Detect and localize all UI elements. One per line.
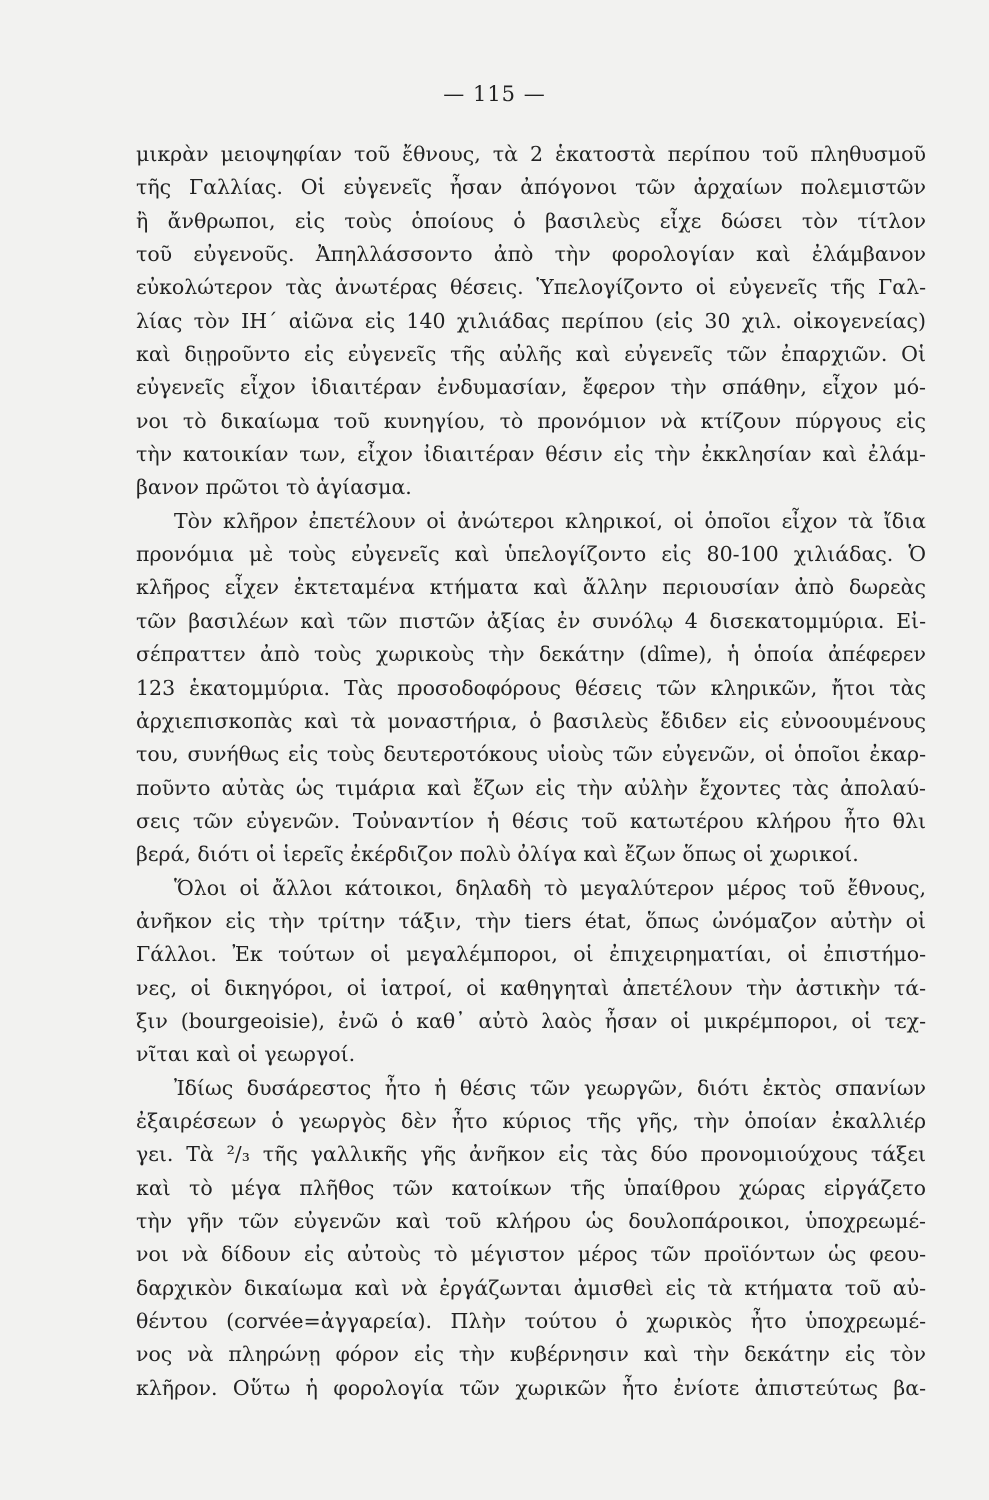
text-line: Γάλλοι. Ἐκ τούτων οἱ μεγαλέμποροι, οἱ ἐπιχειρηματίαι, οἱ ἐπιστήμο- [136, 942, 926, 967]
text-line: ξιν (bourgeoisie), ἐνῶ ὁ καθ᾽ αὐτὸ λαὸς ἦσαν οἱ μικρέμποροι, οἱ τεχ- [136, 1008, 926, 1033]
page-number: — 115 — [443, 82, 546, 106]
text-line: ἀνῆκον εἰς τὴν τρίτην τάξιν, τὴν tiers état, ὅπως ὠνόμαζον αὐτὴν οἱ [136, 908, 926, 933]
text-line: τὴν γῆν τῶν εὐγενῶν καὶ τοῦ κλήρου ὡς δουλοπάροικοι, ὑποχρεωμέ- [136, 1209, 926, 1233]
text-line: τῶν βασιλέων καὶ τῶν πιστῶν ἀξίας ἐν συνόλῳ 4 δισεκατομμύρια. Εἰ- [136, 608, 926, 633]
text-line: νες, οἱ δικηγόροι, οἱ ἰατροί, οἱ καθηγηταὶ ἀπετέλουν τὴν ἀστικὴν τά- [136, 975, 926, 1000]
text-line: ποῦντο αὐτὰς ὡς τιμάρια καὶ ἔζων εἰς τὴν αὐλὴν ἔχοντες τὰς ἀπολαύ- [136, 775, 926, 800]
text-line: κλῆρος εἶχεν ἐκτεταμένα κτήματα καὶ ἄλλην περιουσίαν ἀπὸ δωρεὰς [136, 575, 926, 600]
text-line: Ὅλοι οἱ ἄλλοι κάτοικοι, δηλαδὴ τὸ μεγαλύτερον μέρος τοῦ ἔθνους, [174, 875, 926, 900]
text-line: τὴν κατοικίαν των, εἶχον ἰδιαιτέραν θέσιν εἰς τὴν ἐκκλησίαν καὶ ἐλάμ- [136, 442, 926, 467]
text-line: γει. Τὰ ²/₃ τῆς γαλλικῆς γῆς ἀνῆκον εἰς τὰς δύο προνομιούχους τάξει [136, 1142, 926, 1167]
text-line: βερά, διότι οἱ ἱερεῖς ἐκέρδιζον πολὺ ὀλίγα καὶ ἔζων ὅπως οἱ χωρικοί. [136, 842, 859, 867]
text-line: μικρὰν μειοψηφίαν τοῦ ἔθνους, τὰ 2 ἑκατοστὰ περίπου τοῦ πληθυσμοῦ [136, 142, 926, 166]
text-line: τοῦ εὐγενοῦς. Ἀπηλλάσσοντο ἀπὸ τὴν φορολογίαν καὶ ἐλάμβανον [136, 242, 926, 267]
text-line: τῆς Γαλλίας. Οἱ εὐγενεῖς ἦσαν ἀπόγονοι τῶν ἀρχαίων πολεμιστῶν [136, 175, 926, 200]
text-line: νοι τὸ δικαίωμα τοῦ κυνηγίου, τὸ προνόμιον νὰ κτίζουν πύργους εἰς [136, 408, 926, 433]
body-text [136, 138, 926, 1405]
text-line: του, συνήθως εἰς τοὺς δευτεροτόκους υἱοὺς τῶν εὐγενῶν, οἱ ὁποῖοι ἐκαρ- [136, 742, 926, 767]
text-line: λίας τὸν ΙΗ΄ αἰῶνα εἰς 140 χιλιάδας περίπου (εἰς 30 χιλ. οἰκογενείας) [136, 308, 926, 333]
text-line: νος νὰ πληρώνῃ φόρον εἰς τὴν κυβέρνησιν καὶ τὴν δεκάτην εἰς τὸν [136, 1342, 926, 1367]
text-line: προνόμια μὲ τοὺς εὐγενεῖς καὶ ὑπελογίζοντο εἰς 80-100 χιλιάδας. Ὁ [136, 542, 926, 567]
text-line: βανον πρῶτοι τὸ ἁγίασμα. [136, 475, 412, 500]
text-line: καὶ τὸ μέγα πλῆθος τῶν κατοίκων τῆς ὑπαίθρου χώρας εἰργάζετο [136, 1175, 926, 1200]
text-line: ἢ ἄνθρωποι, εἰς τοὺς ὁποίους ὁ βασιλεὺς εἶχε δώσει τὸν τίτλον [136, 208, 926, 233]
text-line: θέντου (corvée=ἀγγαρεία). Πλὴν τούτου ὁ χωρικὸς ἦτο ὑποχρεωμέ- [136, 1309, 926, 1334]
text-line: σέπραττεν ἀπὸ τοὺς χωρικοὺς τὴν δεκάτην (dîme), ἡ ὁποία ἀπέφερεν [136, 642, 926, 667]
text-line: ἐξαιρέσεων ὁ γεωργὸς δὲν ἦτο κύριος τῆς γῆς, τὴν ὁποίαν ἐκαλλιέρ [136, 1108, 926, 1133]
text-line: νοι νὰ δίδουν εἰς αὐτοὺς τὸ μέγιστον μέρος τῶν προϊόντων ὡς φεου- [136, 1242, 926, 1267]
text-line: εὐκολώτερον τὰς ἀνωτέρας θέσεις. Ὑπελογίζοντο οἱ εὐγενεῖς τῆς Γαλ- [136, 275, 926, 300]
text-line: καὶ διῃροῦντο εἰς εὐγενεῖς τῆς αὐλῆς καὶ εὐγενεῖς τῶν ἐπαρχιῶν. Οἱ [136, 342, 926, 367]
text-line: σεις τῶν εὐγενῶν. Τοὐναντίον ἡ θέσις τοῦ κατωτέρου κλήρου ἦτο θλι [136, 808, 926, 833]
text-line: 123 ἑκατομμύρια. Τὰς προσοδοφόρους θέσεις τῶν κληρικῶν, ἤτοι τὰς [136, 675, 926, 700]
text-line: εὐγενεῖς εἶχον ἰδιαιτέραν ἐνδυμασίαν, ἔφερον τὴν σπάθην, εἶχον μό- [136, 375, 926, 400]
text-line: νῖται καὶ οἱ γεωργοί. [136, 1042, 356, 1067]
text-line: κλῆρον. Οὕτω ἡ φορολογία τῶν χωρικῶν ἦτο ἐνίοτε ἀπιστεύτως βα- [136, 1375, 926, 1400]
text-line: ἀρχιεπισκοπὰς καὶ τὰ μοναστήρια, ὁ βασιλεὺς ἔδιδεν εἰς εὐνοουμένους [136, 708, 926, 733]
text-line: Τὸν κλῆρον ἐπετέλουν οἱ ἀνώτεροι κληρικοί, οἱ ὁποῖοι εἶχον τὰ ἴδια [174, 508, 926, 533]
text-line: Ἰδίως δυσάρεστος ἦτο ἡ θέσις τῶν γεωργῶν, διότι ἐκτὸς σπανίων [174, 1075, 926, 1100]
text-line: δαρχικὸν δικαίωμα καὶ νὰ ἐργάζωνται ἀμισθεὶ εἰς τὰ κτήματα τοῦ αὐ- [136, 1275, 926, 1300]
